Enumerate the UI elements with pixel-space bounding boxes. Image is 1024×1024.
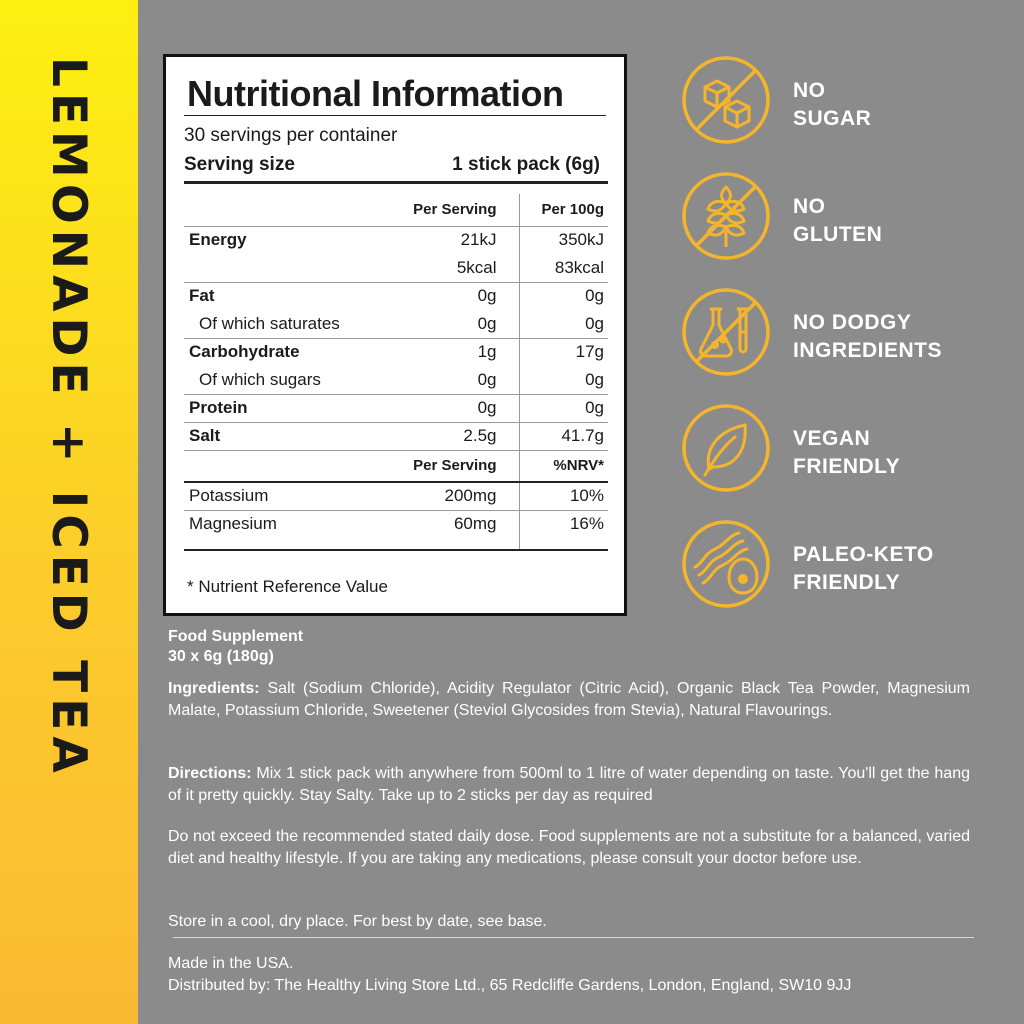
nrv-footnote: * Nutrient Reference Value (187, 577, 388, 596)
row-label: Carbohydrate (184, 338, 394, 366)
row-label: Energy (184, 226, 394, 254)
row-per-100g: 17g (519, 338, 608, 366)
leaf-icon (681, 403, 771, 493)
row-per-100g: 0g (585, 369, 604, 389)
row-nrv: 16% (519, 510, 608, 538)
directions (168, 763, 970, 806)
col-per-100g: Per 100g (541, 201, 604, 219)
claim-label: VEGAN FRIENDLY (793, 427, 901, 478)
divider (173, 937, 974, 938)
row-per-serving: 60mg (394, 510, 519, 538)
table-row (184, 394, 608, 422)
table-row (184, 282, 608, 310)
directions-text: Mix 1 stick pack with anywhere from 500ml to 1 litre of water depending on taste. You'll get the hang of it pretty quickly. Stay Salty. Take up to 2 sticks per day as required (168, 765, 970, 804)
row-per-100g: 41.7g (519, 422, 608, 450)
row-per-serving: 0g (394, 282, 519, 310)
flavor-title: LEMONADE + ICED TEA (41, 57, 96, 779)
ingredients (168, 678, 970, 721)
table-header (184, 450, 608, 482)
table-row (184, 422, 608, 450)
storage-text: Store in a cool, dry place. For best by date, see base. (168, 913, 547, 930)
claim-label: NO GLUTEN (793, 195, 883, 246)
row-label: Magnesium (184, 510, 394, 538)
table-spacer (184, 538, 608, 550)
sugar-cubes-crossed-icon (681, 55, 771, 145)
row-label: Fat (184, 282, 394, 310)
serving-size-label: Serving size (184, 154, 295, 175)
serving-size-value: 1 stick pack (6g) (452, 154, 600, 175)
table-row (184, 254, 608, 282)
claim-label: NO DODGY INGREDIENTS (793, 311, 943, 362)
col-per-serving: Per Serving (394, 450, 519, 482)
lab-flask-crossed-icon (681, 287, 771, 377)
row-label (184, 254, 394, 282)
row-label: Of which sugars (199, 369, 321, 389)
table-row (184, 366, 608, 394)
row-label: Potassium (184, 482, 394, 510)
table-row (184, 482, 608, 510)
row-label: Protein (184, 394, 394, 422)
row-per-serving: 200mg (394, 482, 519, 510)
row-nrv: 10% (519, 482, 608, 510)
claim-no-dodgy-ingredients (681, 287, 981, 379)
col-per-serving: Per Serving (394, 194, 519, 226)
warning-text: Do not exceed the recommended stated daily dose. Food supplements are not a substitute for a balanced, varied diet and healthy lifestyle. If you are taking any medications, please consult your doctor before use. (168, 828, 970, 867)
row-per-100g: 0g (585, 313, 604, 333)
row-per-serving: 5kcal (394, 254, 519, 282)
serving-divider (184, 181, 608, 184)
row-per-serving: 0g (394, 394, 519, 422)
food-supplement-label: Food Supplement (168, 628, 304, 645)
row-per-100g: 0g (519, 282, 608, 310)
claim-label: PALEO-KETO FRIENDLY (793, 543, 934, 594)
food-supplement (168, 627, 303, 667)
row-per-serving: 0g (394, 366, 519, 394)
distributor: Distributed by: The Healthy Living Store Ltd., 65 Redcliffe Gardens, London, England, SW10 9JJ (168, 977, 852, 994)
ingredients-text: Salt (Sodium Chloride), Acidity Regulator (Citric Acid), Organic Black Tea Powder, Magnesium Malate, Potassium Chloride, Sweetener (Steviol Glycosides from Stevia), Natural Flavourings. (168, 680, 970, 719)
nutrition-title: Nutritional Information (187, 73, 564, 114)
pack-quantity: 30 x 6g (180g) (168, 648, 274, 665)
row-per-100g: 83kcal (554, 257, 604, 277)
nutrition-table (184, 194, 608, 551)
claim-paleo-keto-friendly (681, 519, 981, 611)
row-per-serving: 1g (394, 338, 519, 366)
row-per-100g: 0g (519, 394, 608, 422)
bacon-avocado-icon (681, 519, 771, 609)
row-per-100g: 350kJ (519, 226, 608, 254)
row-label: Of which saturates (199, 313, 340, 333)
table-row (184, 338, 608, 366)
claim-vegan-friendly (681, 403, 981, 495)
title-divider (184, 115, 606, 116)
directions-label: Directions: (168, 765, 252, 782)
claim-label: NO SUGAR (793, 79, 872, 130)
claim-no-sugar (681, 55, 981, 147)
table-row (184, 226, 608, 254)
claim-no-gluten (681, 171, 981, 263)
wheat-crossed-icon (681, 171, 771, 261)
table-row (184, 510, 608, 538)
col-nrv: %NRV* (519, 450, 608, 482)
ingredients-label: Ingredients: (168, 680, 260, 697)
made-in: Made in the USA. (168, 955, 294, 972)
row-per-serving: 0g (394, 310, 519, 338)
table-header (184, 194, 608, 226)
row-label: Salt (184, 422, 394, 450)
flavor-band (0, 0, 138, 1024)
row-per-serving: 2.5g (394, 422, 519, 450)
table-row (184, 310, 608, 338)
servings-per-container: 30 servings per container (184, 125, 398, 146)
nutrition-panel (163, 54, 627, 616)
row-per-serving: 21kJ (394, 226, 519, 254)
